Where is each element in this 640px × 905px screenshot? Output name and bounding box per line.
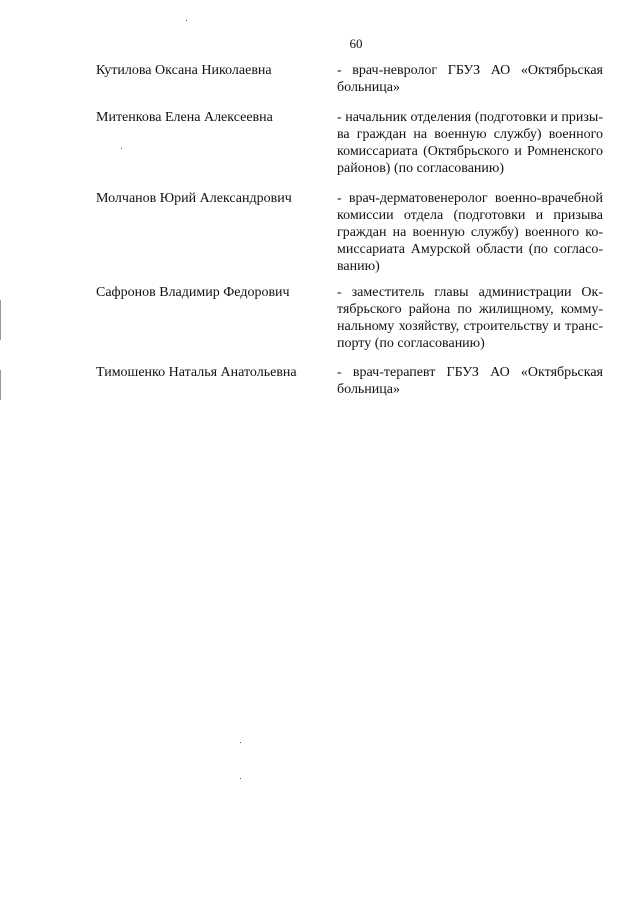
position-line: граждан на военную службу) военного ко-: [337, 225, 603, 240]
position-line: - заместитель главы администрации Ок-: [337, 285, 603, 300]
member-name: Кутилова Оксана Николаевна: [96, 63, 272, 78]
position-line: районов) (по согласованию): [337, 161, 505, 176]
member-position: [337, 62, 603, 96]
position-line: - врач-дерматовенеролог военно-врачебной: [337, 191, 603, 206]
position-line: комиссариата (Октябрьского и Ромненского: [337, 144, 603, 159]
position-line: порту (по согласованию): [337, 336, 485, 351]
position-line: больница»: [337, 80, 400, 95]
member-position: [337, 109, 603, 177]
member-name: Тимошенко Наталья Анатольевна: [96, 365, 297, 380]
member-name: Митенкова Елена Алексеевна: [96, 110, 273, 125]
member-name: Сафронов Владимир Федорович: [96, 285, 290, 300]
position-line: - начальник отделения (подготовки и призы-: [337, 110, 603, 125]
scan-edge-mark: [0, 300, 1, 340]
member-position: [337, 284, 603, 352]
scan-speck: [121, 148, 122, 149]
scan-speck: [240, 778, 241, 779]
page-number: 60: [349, 36, 363, 51]
position-line: тябрьского района по жилищному, комму-: [337, 302, 603, 317]
position-line: - врач-терапевт ГБУЗ АО «Октябрьская: [337, 365, 603, 380]
member-name: Молчанов Юрий Александрович: [96, 191, 292, 206]
position-line: комиссии отдела (подготовки и призыва: [337, 208, 603, 223]
position-line: ва граждан на военную службу) военного: [337, 127, 603, 142]
member-position: [337, 364, 603, 398]
position-line: ванию): [337, 259, 380, 274]
position-line: миссариата Амурской области (по согласо-: [337, 242, 603, 257]
position-line: нальному хозяйству, строительству и транс-: [337, 319, 603, 334]
position-line: больница»: [337, 382, 400, 397]
scan-speck: [240, 742, 241, 743]
member-position: [337, 190, 603, 275]
position-line: - врач-невролог ГБУЗ АО «Октябрьская: [337, 63, 603, 78]
scan-speck: [186, 20, 187, 21]
scan-edge-mark: [0, 370, 1, 400]
